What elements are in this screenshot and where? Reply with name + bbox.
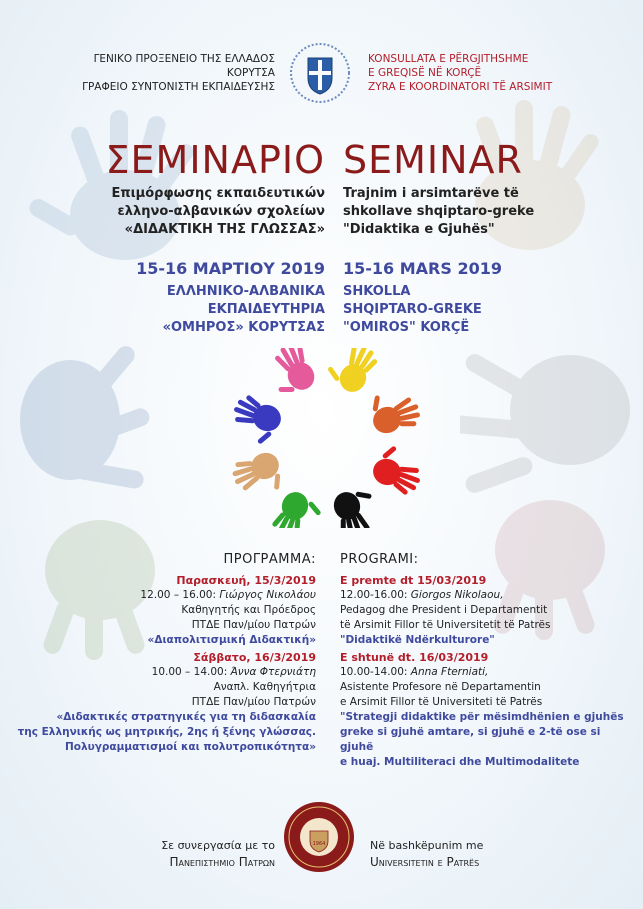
program-albanian-day2-role-2: e Arsimit Fillor të Universiteti të Patrës [340,696,543,708]
program-greek-day1-role-1: Καθηγητής και Πρόεδρος [181,604,316,616]
header-greek [20,52,275,94]
program-greek-day1: Παρασκευή, 15/3/2019 [176,574,316,587]
program-greek-day1-talk: «Διαπολιτισμική Διδακτική» [147,634,316,646]
header-albanian [368,52,628,94]
header-greek-line-2: ΚΟΡΥΤΣΑ [226,67,275,79]
program-albanian-day1-session [340,588,635,603]
school-greek-line-3: «ΟΜΗΡΟΣ» ΚΟΡΥΤΣΑΣ [162,320,325,335]
program-albanian-day2-talk-1: "Strategji didaktike për mësimdhënien e gjuhës [340,711,624,723]
program-albanian-day2-speaker: Anna Fterniati, [410,666,489,678]
program-albanian-day2-session [340,665,635,680]
program-albanian-day1-talk: "Didaktikë Ndërkulturore" [340,634,495,646]
program-greek-day2-talk-2: της Ελληνικής ως μητρικής, 2ης ή ξένης γλώσσας. [17,726,316,738]
subtitle-albanian-line-2: shkollave shqiptaro-greke [343,204,535,219]
subtitle-albanian [343,185,633,239]
program-albanian-day2: E shtunë dt. 16/03/2019 [340,651,489,664]
school-albanian [343,283,633,337]
footer-albanian [370,837,620,871]
footer-greek-line-1: Σε συνεργασία με το [161,839,275,852]
program-greek-day2-session [10,665,316,680]
school-greek-line-1: ΕΛΛΗΝΙΚΟ-ΑΛΒΑΝΙΚΑ [166,284,325,299]
program-albanian-heading: PROGRAMI: [340,552,419,567]
title-albanian: SEMINAR [343,138,523,182]
program-greek-day2: Σάββατο, 16/3/2019 [193,651,316,664]
seal-year: 1964 [312,841,326,847]
program-albanian-day1-time: 12.00-16.00: [340,589,411,601]
school-albanian-line-3: "OMIROS" KORÇË [343,320,470,335]
date-greek: 15-16 ΜΑΡΤΙΟΥ 2019 [136,259,325,278]
university-of-patras-seal-icon [283,801,355,873]
subtitle-greek-line-3: «ΔΙΔΑΚΤΙΚΗ ΤΗΣ ΓΛΩΣΣΑΣ» [124,222,325,237]
program-greek-day2-role-1: Αναπλ. Καθηγήτρια [213,681,316,693]
subtitle-greek [10,185,325,239]
greek-coat-of-arms-icon [289,42,351,104]
subtitle-greek-line-2: ελληνο-αλβανικών σχολείων [117,204,325,219]
footer-greek-line-2: Πανεπιστημιο Πατρων [169,855,275,869]
footer-albanian-line-1: Në bashkëpunim me [370,839,484,852]
subtitle-albanian-line-1: Trajnim i arsimtarëve të [343,186,519,201]
program-greek-day1-speaker: Γιώργος Νικολάου [219,589,316,601]
program-albanian-day1-role-2: të Arsimit Fillor të Universitetit të Patrës [340,619,551,631]
program-albanian-day2-time: 10.00-14.00: [340,666,411,678]
school-greek-line-2: ΕΚΠΑΙΔΕΥΤΗΡΙΑ [207,302,325,317]
program-albanian-day1-speaker: Giorgos Nikolaou, [410,589,504,601]
program-greek-heading: ΠΡΟΓΡΑΜΜΑ: [223,552,316,567]
program-greek-day2-talk-1: «Διδακτικές στρατηγικές για τη διδασκαλία [56,711,316,723]
subtitle-greek-line-1: Επιμόρφωσης εκπαιδευτικών [111,186,325,201]
program-albanian-day2-talk-3: e huaj. Multiliteraci dhe Multimodalitete [340,756,580,768]
program-albanian-day1: E premte dt 15/03/2019 [340,574,487,587]
program-greek-day1-session [10,588,316,603]
program-greek-day1-time: 12.00 – 16.00: [140,589,220,601]
school-albanian-line-1: SHKOLLA [343,284,411,299]
header-albanian-line-2: E GREQISË NË KORÇË [368,67,482,79]
program-albanian [340,552,635,770]
program-albanian-day1-role-1: Pedagog dhe President i Departamentit [340,604,548,616]
date-albanian: 15-16 MARS 2019 [343,259,502,278]
colorful-hands-wheel-icon [225,348,425,528]
program-greek-day2-role-2: ΠΤΔΕ Παν/μίου Πατρών [191,696,316,708]
program-greek [10,552,316,755]
program-greek-day2-talk-3: Πολυγραμματισμοί και πολυτροπικότητα» [65,741,316,753]
header-greek-line-3: ΓΡΑΦΕΙΟ ΣΥΝΤΟΝΙΣΤΗ ΕΚΠΑΙΔΕΥΣΗΣ [82,81,275,93]
title-greek: ΣΕΜΙΝΑΡΙΟ [105,138,325,182]
program-albanian-day2-talk-2: greke si gjuhë amtare, si gjuhë e 2-të ose si gjuhë [340,726,601,753]
program-greek-day2-time: 10.00 – 14.00: [151,666,231,678]
school-albanian-line-2: SHQIPTARO-GREKE [343,302,482,317]
program-albanian-day2-role-1: Asistente Profesore në Departamentin [340,681,541,693]
program-greek-day1-role-2: ΠΤΔΕ Παν/μίου Πατρών [191,619,316,631]
subtitle-albanian-line-3: "Didaktika e Gjuhës" [343,222,495,237]
header-albanian-line-3: ZYRA E KOORDINATORI TË ARSIMIT [368,81,553,93]
header-greek-line-1: ΓΕΝΙΚΟ ΠΡΟΞΕΝΕΙΟ ΤΗΣ ΕΛΛΑΔΟΣ [93,53,275,65]
program-greek-day2-speaker: Άννα Φτερνιάτη [230,666,316,678]
footer-greek [20,837,275,871]
footer-albanian-line-2: Universitetin e Patrës [370,855,480,869]
school-greek [10,283,325,337]
header-albanian-line-1: KONSULLATA E PËRGJITHSHME [368,53,529,65]
